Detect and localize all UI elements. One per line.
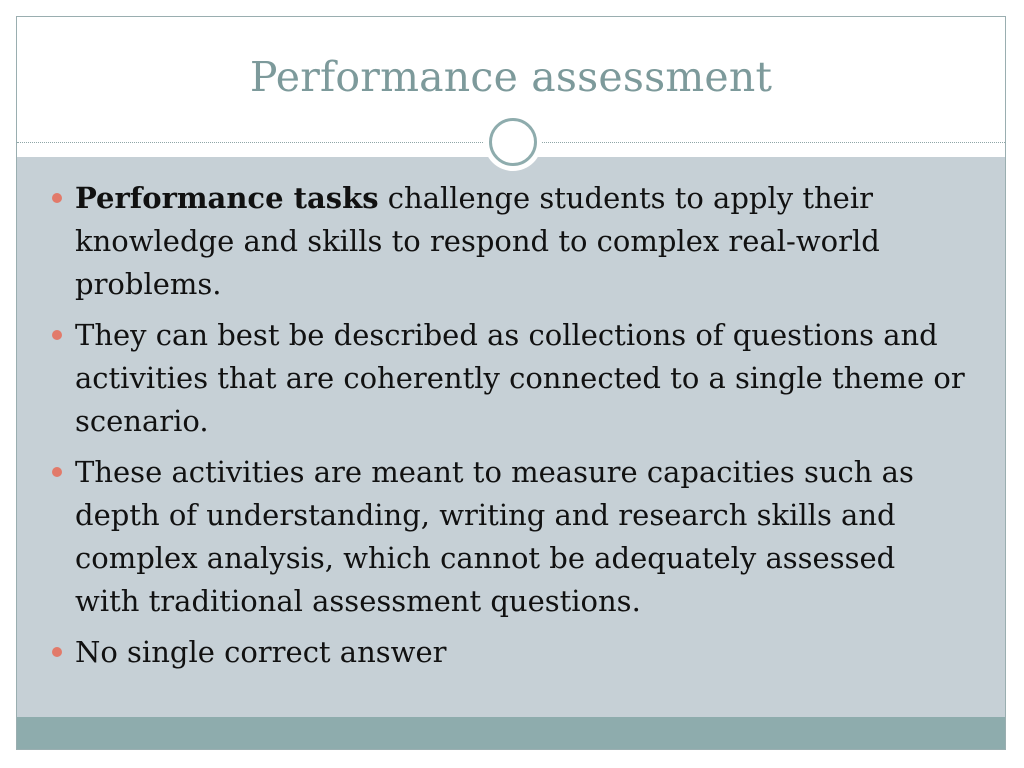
footer-band [17, 717, 1005, 750]
bullet-bold-term: Performance tasks [75, 181, 379, 215]
slide-title: Performance assessment [249, 53, 773, 101]
slide [16, 16, 1006, 750]
bullet-list [47, 177, 967, 682]
circle-ring-icon [489, 118, 537, 166]
bullet-text: These activities are meant to measure capacities such as depth of understanding, writing and research skills and complex analysis, which cannot be adequately assessed with traditional assessment questions. [75, 455, 914, 618]
dot-bullet-icon [52, 330, 62, 340]
bullet-item [47, 314, 967, 443]
dot-bullet-icon [52, 467, 62, 477]
bullet-item [47, 631, 967, 674]
bullet-text: challenge students to apply their knowledge and skills to respond to complex real-world problems. [75, 181, 880, 301]
bullet-item [47, 451, 967, 623]
bullet-item [47, 177, 967, 306]
dot-bullet-icon [52, 647, 62, 657]
bullet-text: No single correct answer [75, 635, 447, 669]
dot-bullet-icon [52, 193, 62, 203]
bullet-text: They can best be described as collections of questions and activities that are coherently connected to a single theme or scenario. [75, 318, 965, 438]
